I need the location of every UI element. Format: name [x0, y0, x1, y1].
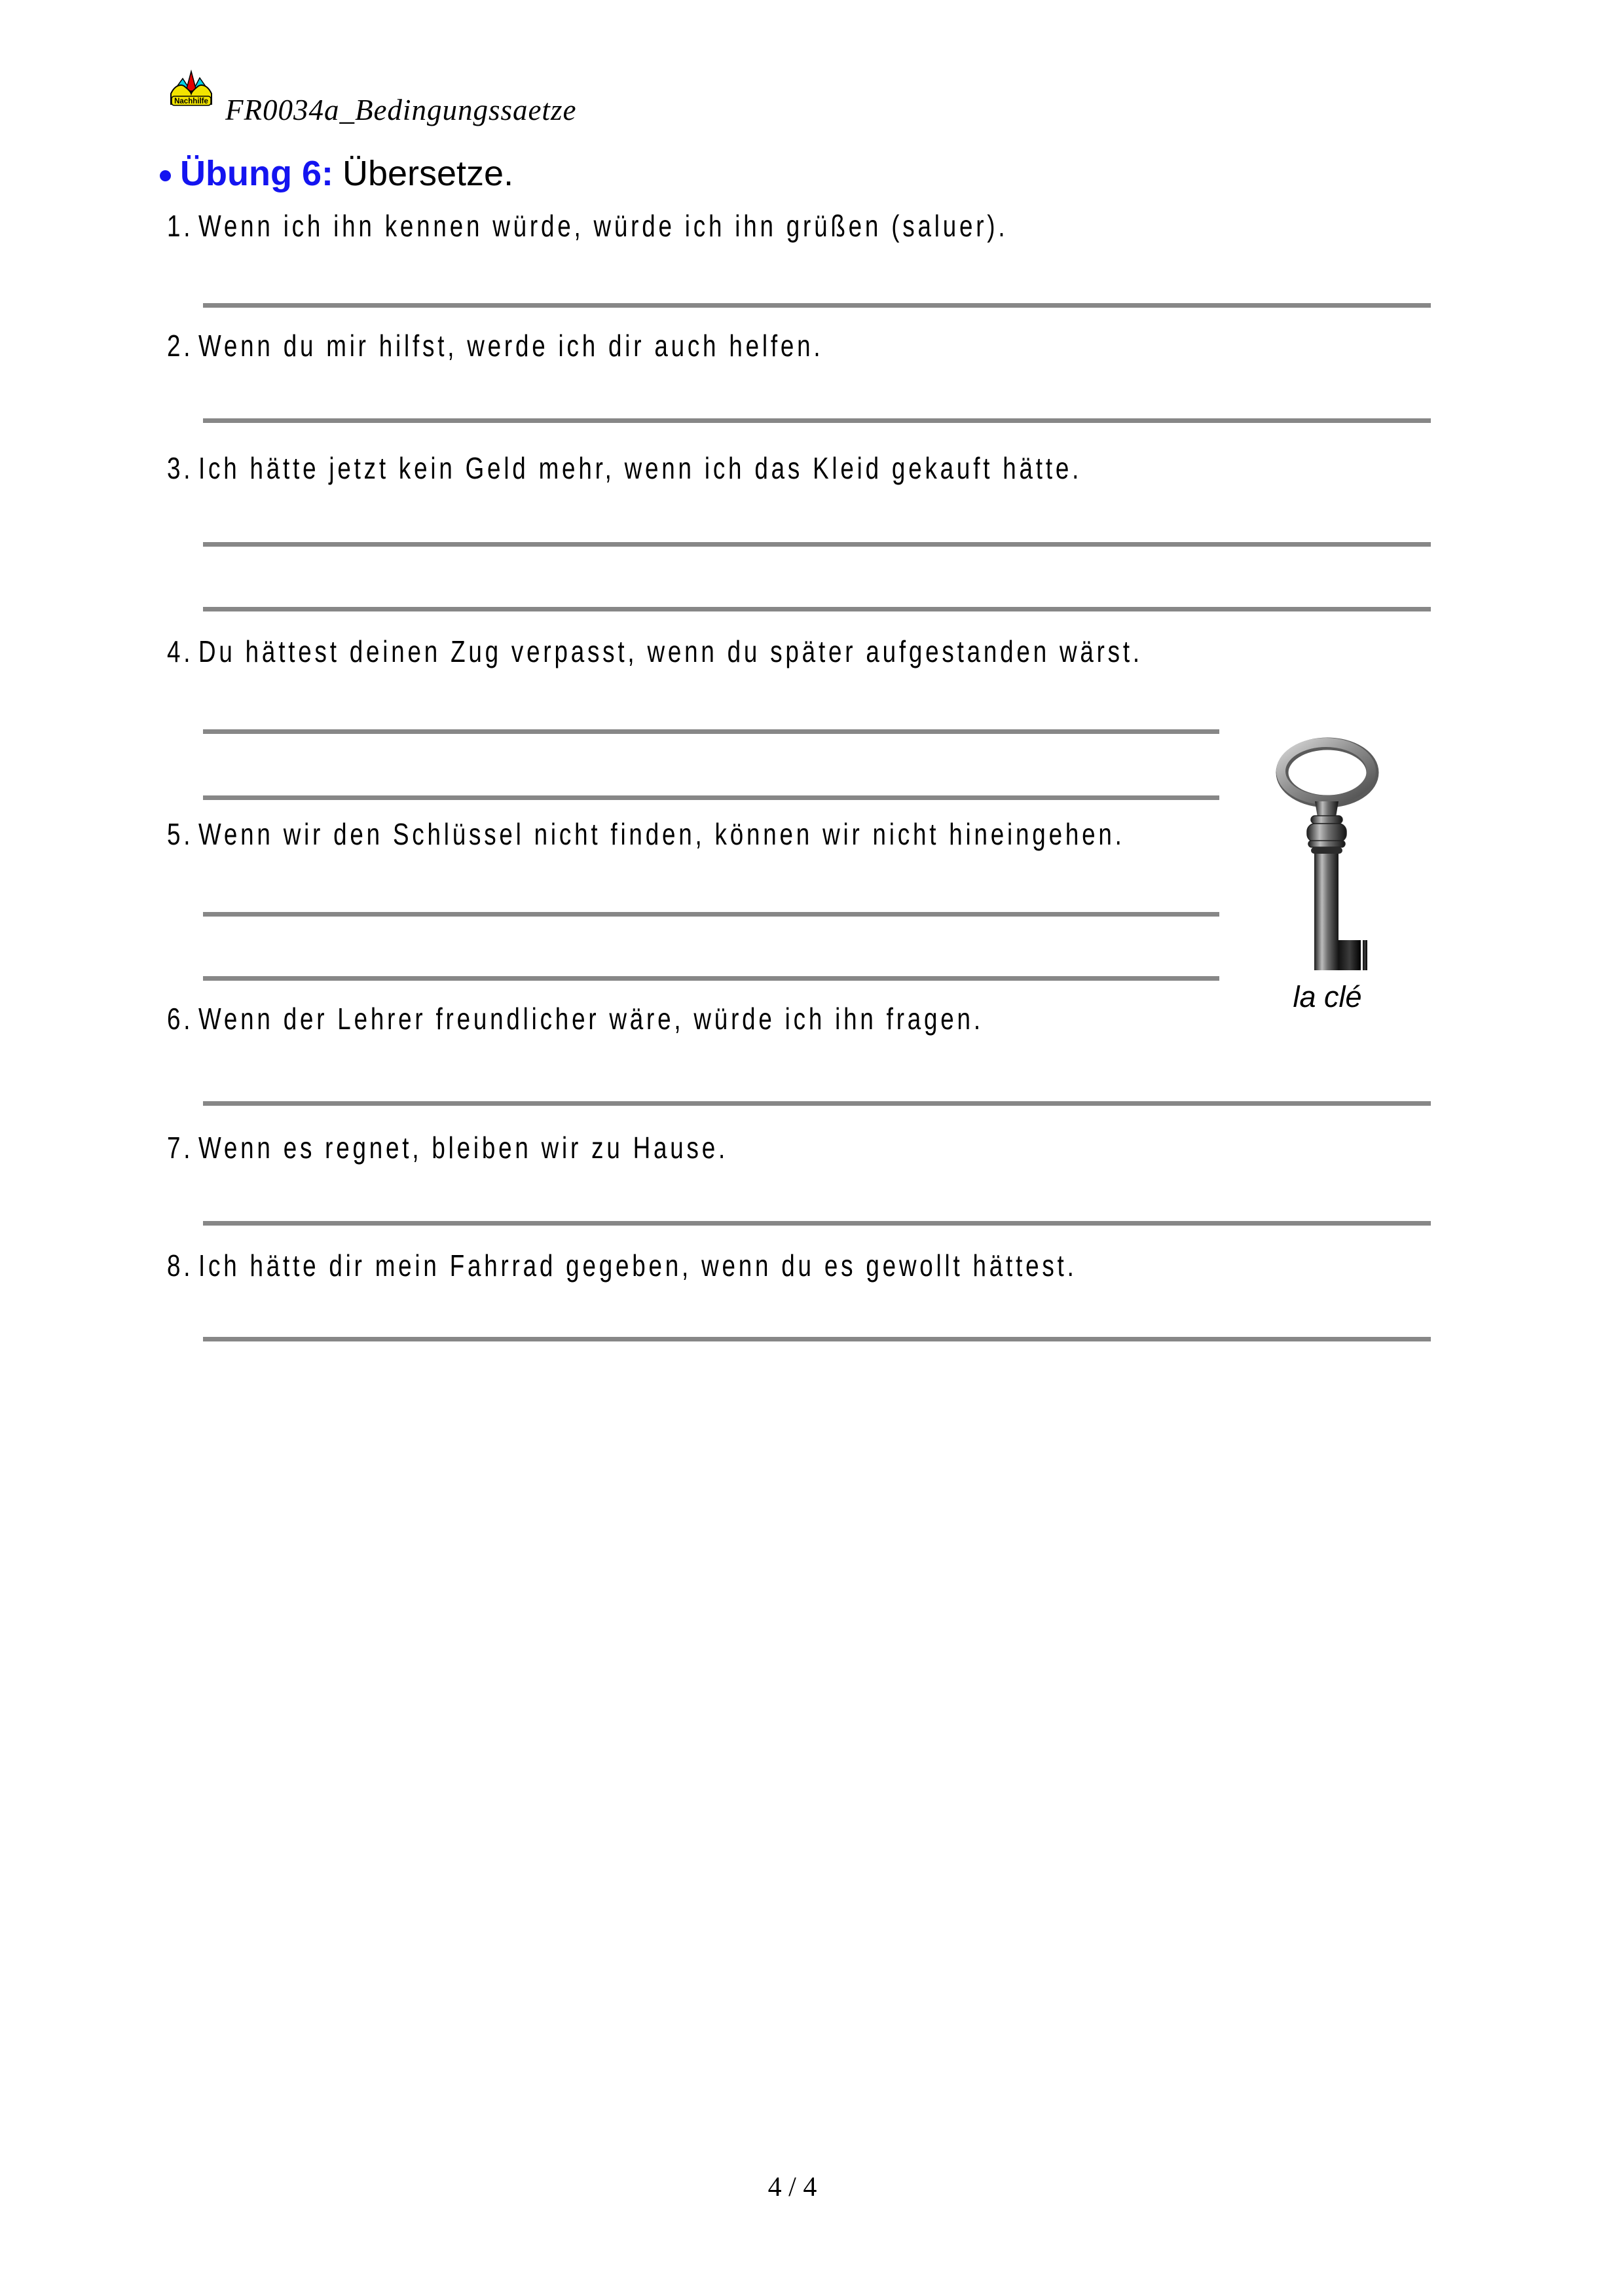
exercise-heading: [160, 156, 513, 191]
page-number: 4 / 4: [767, 2172, 817, 2202]
answer-line: [203, 303, 1431, 308]
exercise-text: Wenn es regnet, bleiben wir zu Hause.: [198, 1131, 729, 1165]
exercise-number: 8.: [167, 1248, 194, 1283]
nachhilfe-logo-icon: [169, 69, 213, 107]
key-bit-tooth: [1363, 940, 1367, 970]
exercise-item-6: [167, 1004, 984, 1034]
answer-line: [203, 542, 1431, 547]
exercise-number: 5.: [167, 817, 194, 851]
exercise-item-4: [167, 636, 1143, 666]
key-collar-ring: [1308, 841, 1345, 847]
exercise-number: 6.: [167, 1002, 194, 1036]
exercise-text: Ich hätte dir mein Fahrrad gegeben, wenn du es gewollt hättest.: [198, 1248, 1077, 1283]
exercise-number: 1.: [167, 209, 194, 243]
key-shaft: [1314, 854, 1338, 970]
exercise-number: 4.: [167, 634, 194, 668]
key-bow-highlight: [1281, 742, 1371, 800]
exercise-text: Wenn du mir hilfst, werde ich dir auch helfen.: [198, 329, 824, 363]
answer-line: [203, 912, 1219, 917]
exercise-text: Du hättest deinen Zug verpasst, wenn du später aufgestanden wärst.: [198, 634, 1143, 668]
key-neck: [1315, 801, 1338, 817]
exercise-text: Ich hätte jetzt kein Geld mehr, wenn ich das Kleid gekauft hätte.: [198, 451, 1082, 485]
exercise-number: 3.: [167, 451, 194, 485]
skeleton-key-illustration: [1270, 733, 1383, 977]
bullet-icon: [160, 170, 171, 181]
exercise-item-7: [167, 1133, 728, 1163]
exercise-heading-instruction: Übersetze.: [342, 154, 514, 193]
key-collar-dark-ring: [1311, 847, 1342, 854]
exercise-text: Wenn ich ihn kennen würde, würde ich ihn grüßen (saluer).: [198, 209, 1008, 243]
exercise-heading-label: Übung 6:: [180, 154, 333, 193]
logo-label: Nachhilfe: [174, 98, 208, 105]
answer-line: [203, 976, 1219, 981]
key-bit: [1338, 940, 1361, 970]
exercise-item-3: [167, 453, 1082, 483]
exercise-text: Wenn der Lehrer freundlicher wäre, würde ich ihn fragen.: [198, 1002, 984, 1036]
document-title: FR0034a_Bedingungssaetze: [225, 94, 577, 126]
exercise-item-1: [167, 211, 1008, 241]
logo-peak-red: [186, 71, 196, 91]
exercise-text: Wenn wir den Schlüssel nicht finden, können wir nicht hineingehen.: [198, 817, 1125, 851]
key-collar-bulge: [1307, 824, 1346, 842]
answer-line: [203, 1221, 1431, 1226]
exercise-item-2: [167, 331, 823, 361]
exercise-number: 7.: [167, 1131, 194, 1165]
answer-line: [203, 729, 1219, 734]
answer-line: [203, 1337, 1431, 1341]
key-collar-ridge: [1311, 816, 1342, 824]
answer-line: [203, 418, 1431, 423]
exercise-item-5: [167, 819, 1125, 849]
key-caption: la clé: [1293, 980, 1362, 1013]
exercise-item-8: [167, 1250, 1077, 1281]
answer-line: [203, 607, 1431, 611]
exercise-number: 2.: [167, 329, 194, 363]
answer-line: [203, 1101, 1431, 1106]
answer-line: [203, 795, 1219, 800]
